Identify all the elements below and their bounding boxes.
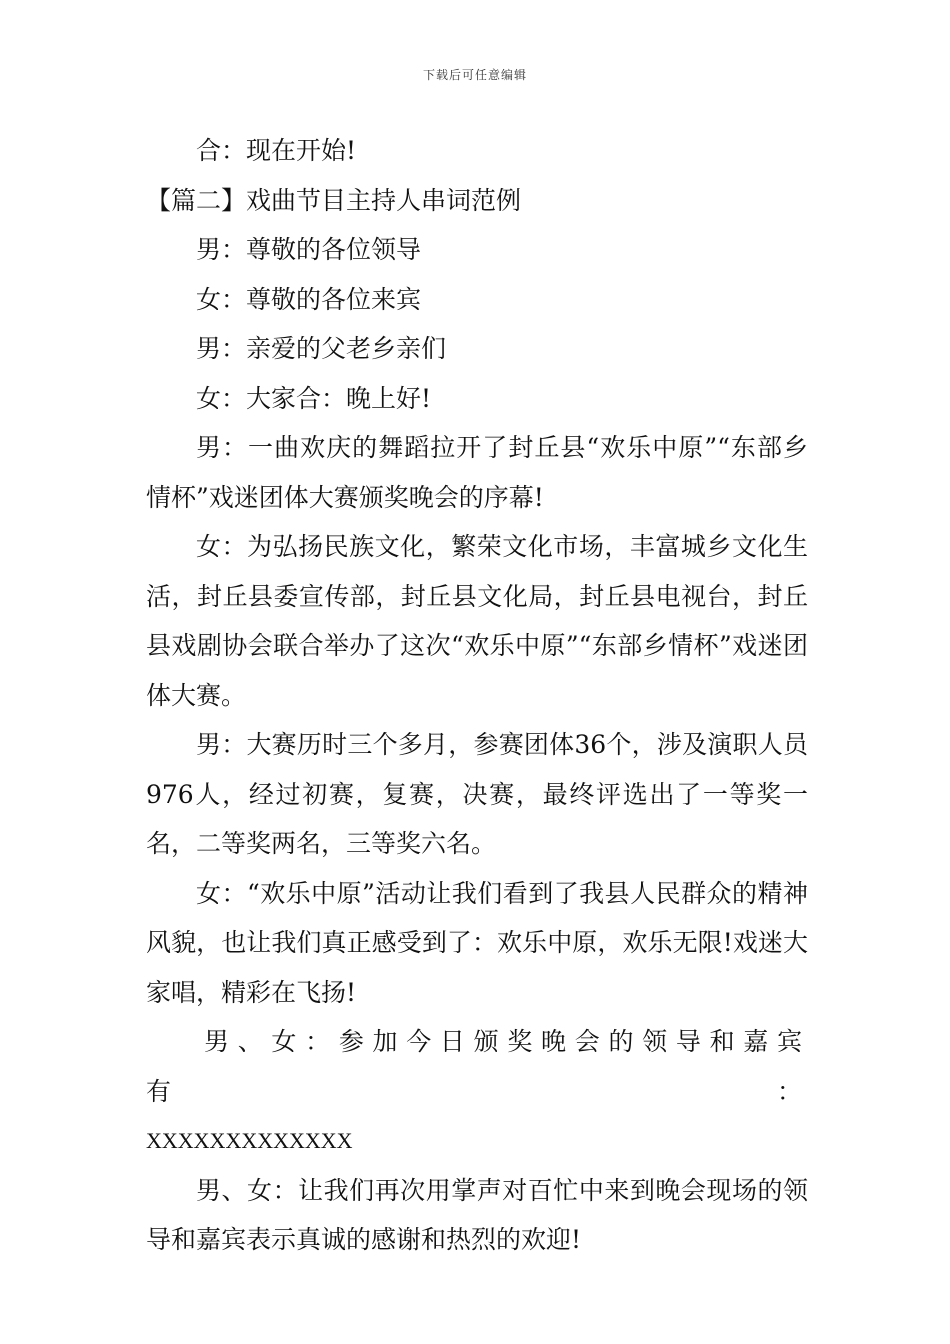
- paragraph-activity: 女：“欢乐中原”活动让我们看到了我县人民群众的精神风貌，也让我们真正感受到了：欢乐中原，欢乐无限!戏迷大家唱，精彩在飞扬!: [146, 878, 808, 1007]
- paragraph-purpose: 女：为弘扬民族文化，繁荣文化市场，丰富城乡文化生活，封丘县委宣传部，封丘县文化局，封丘县电视台，封丘县戏剧协会联合举办了这次“欢乐中原”“东部乡情杯”戏迷团体大赛。: [146, 532, 808, 710]
- paragraph-start: 合：现在开始!: [196, 136, 357, 165]
- paragraph-greeting-4: 女：大家合：晚上好!: [196, 383, 432, 413]
- paragraph-greeting-3: 男：亲爱的父老乡亲们: [196, 334, 447, 363]
- paragraph-guests: 男、女：参加今日颁奖晚会的领导和嘉宾有：: [146, 1027, 808, 1106]
- paragraph-thanks: 男、女：让我们再次用掌声对百忙中来到晚会现场的领导和嘉宾表示真诚的感谢和热烈的欢迎!: [146, 1175, 808, 1254]
- document-body: [146, 126, 808, 1265]
- guest-placeholder: XXXXXXXXXXXXX: [146, 1128, 353, 1153]
- paragraph-competition: 男：大赛历时三个多月，参赛团体36个，涉及演职人员976人，经过初赛，复赛，决赛，最终评选出了一等奖一名，二等奖两名，三等奖六名。: [146, 730, 808, 858]
- section-heading: 【篇二】戏曲节目主持人串词范例: [146, 185, 522, 215]
- paragraph-greeting-1: 男：尊敬的各位领导: [196, 235, 422, 264]
- paragraph-opening: 男：一曲欢庆的舞蹈拉开了封丘县“欢乐中原”“东部乡情杯”戏迷团体大赛颁奖晚会的序幕!: [146, 433, 808, 512]
- page-header-note: 下载后可任意编辑: [422, 68, 527, 82]
- paragraph-greeting-2: 女：尊敬的各位来宾: [196, 284, 422, 314]
